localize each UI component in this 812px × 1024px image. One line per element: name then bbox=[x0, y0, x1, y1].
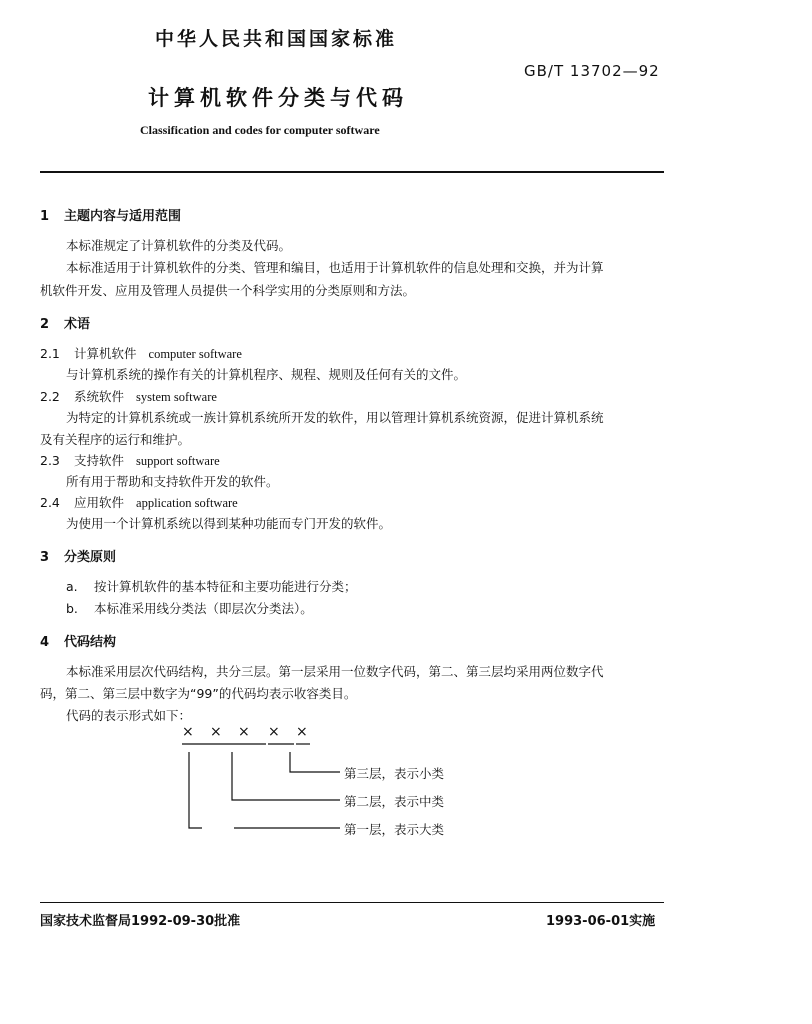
list-marker: b. bbox=[66, 601, 78, 616]
definition-2-3 bbox=[40, 451, 220, 469]
code-digit-level-3a: × bbox=[268, 724, 280, 740]
section-number: 1 bbox=[40, 209, 50, 224]
code-digit-level-2a: × bbox=[210, 724, 222, 740]
section-title: 代码结构 bbox=[64, 635, 117, 650]
list-item-a bbox=[66, 577, 357, 595]
section-1-paragraph-2-line-2: 机软件开发、应用及管理人员提供一个科学实用的分类原则和方法。 bbox=[40, 283, 416, 298]
list-item-b bbox=[66, 599, 313, 617]
definition-term-english: system software bbox=[136, 390, 217, 404]
list-marker: a. bbox=[66, 579, 78, 594]
section-title: 主题内容与适用范围 bbox=[64, 209, 182, 224]
effective-date: 1993-06-01实施 bbox=[546, 914, 656, 929]
definition-term: 计算机软件 bbox=[74, 346, 137, 361]
section-4-paragraph-1-line-1: 本标准采用层次代码结构，共分三层。第一层采用一位数字代码，第二、第三层均采用两位数字代 bbox=[66, 664, 604, 679]
section-title: 分类原则 bbox=[64, 550, 117, 565]
code-label-level-1: 第一层，表示大类 bbox=[344, 822, 445, 837]
definition-2-4-text: 为使用一个计算机系统以得到某种功能而专门开发的软件。 bbox=[66, 516, 392, 531]
approval-date: 国家技术监督局1992-09-30批准 bbox=[40, 914, 241, 929]
section-4-paragraph-2: 代码的表示形式如下： bbox=[66, 708, 192, 723]
definition-2-3-text: 所有用于帮助和支持软件开发的软件。 bbox=[66, 474, 279, 489]
definition-term-english: application software bbox=[136, 496, 238, 510]
code-digit-level-1: × bbox=[182, 724, 194, 740]
standard-number: GB/T 13702—92 bbox=[524, 62, 660, 80]
definition-number: 2.3 bbox=[40, 453, 60, 468]
bottom-rule bbox=[40, 902, 664, 903]
section-title: 术语 bbox=[64, 317, 91, 332]
list-text: 本标准采用线分类法（即层次分类法）。 bbox=[94, 601, 313, 616]
section-2-heading bbox=[40, 313, 90, 332]
definition-number: 2.1 bbox=[40, 346, 60, 361]
code-digit-level-3b: × bbox=[296, 724, 308, 740]
section-1-paragraph-2-line-1: 本标准适用于计算机软件的分类、管理和编目，也适用于计算机软件的信息处理和交换，并为计算 bbox=[66, 260, 604, 275]
definition-2-2 bbox=[40, 387, 217, 405]
section-1-paragraph-1: 本标准规定了计算机软件的分类及代码。 bbox=[66, 238, 292, 253]
section-4-heading bbox=[40, 631, 116, 650]
definition-number: 2.4 bbox=[40, 495, 60, 510]
definition-2-1-text: 与计算机系统的操作有关的计算机程序、规程、规则及任何有关的文件。 bbox=[66, 367, 467, 382]
definition-term: 系统软件 bbox=[74, 389, 125, 404]
top-rule bbox=[40, 171, 664, 173]
definition-2-4 bbox=[40, 493, 238, 511]
document-title-english: Classification and codes for computer software bbox=[140, 123, 380, 137]
code-label-level-3: 第三层，表示小类 bbox=[344, 766, 445, 781]
definition-term: 应用软件 bbox=[74, 495, 125, 510]
section-1-heading bbox=[40, 205, 181, 224]
section-number: 4 bbox=[40, 635, 50, 650]
section-4-paragraph-1-line-2: 码，第二、第三层中数字为“99”的代码均表示收容类目。 bbox=[40, 686, 357, 701]
code-digit-level-2b: × bbox=[238, 724, 250, 740]
standard-header: 中华人民共和国国家标准 bbox=[155, 28, 398, 50]
definition-2-1 bbox=[40, 344, 242, 362]
code-structure-diagram bbox=[170, 724, 490, 854]
definition-term: 支持软件 bbox=[74, 453, 125, 468]
list-text: 按计算机软件的基本特征和主要功能进行分类； bbox=[94, 579, 357, 594]
definition-2-2-text-line-2: 及有关程序的运行和维护。 bbox=[40, 432, 191, 447]
definition-term-english: support software bbox=[136, 454, 220, 468]
code-label-level-2: 第二层，表示中类 bbox=[344, 794, 445, 809]
section-number: 3 bbox=[40, 550, 50, 565]
definition-number: 2.2 bbox=[40, 389, 60, 404]
document-title: 计算机软件分类与代码 bbox=[148, 86, 408, 110]
definition-2-2-text-line-1: 为特定的计算机系统或一族计算机系统所开发的软件，用以管理计算机系统资源，促进计算机系统 bbox=[66, 410, 604, 425]
definition-term-english: computer software bbox=[148, 347, 242, 361]
section-3-heading bbox=[40, 546, 116, 565]
section-number: 2 bbox=[40, 317, 50, 332]
